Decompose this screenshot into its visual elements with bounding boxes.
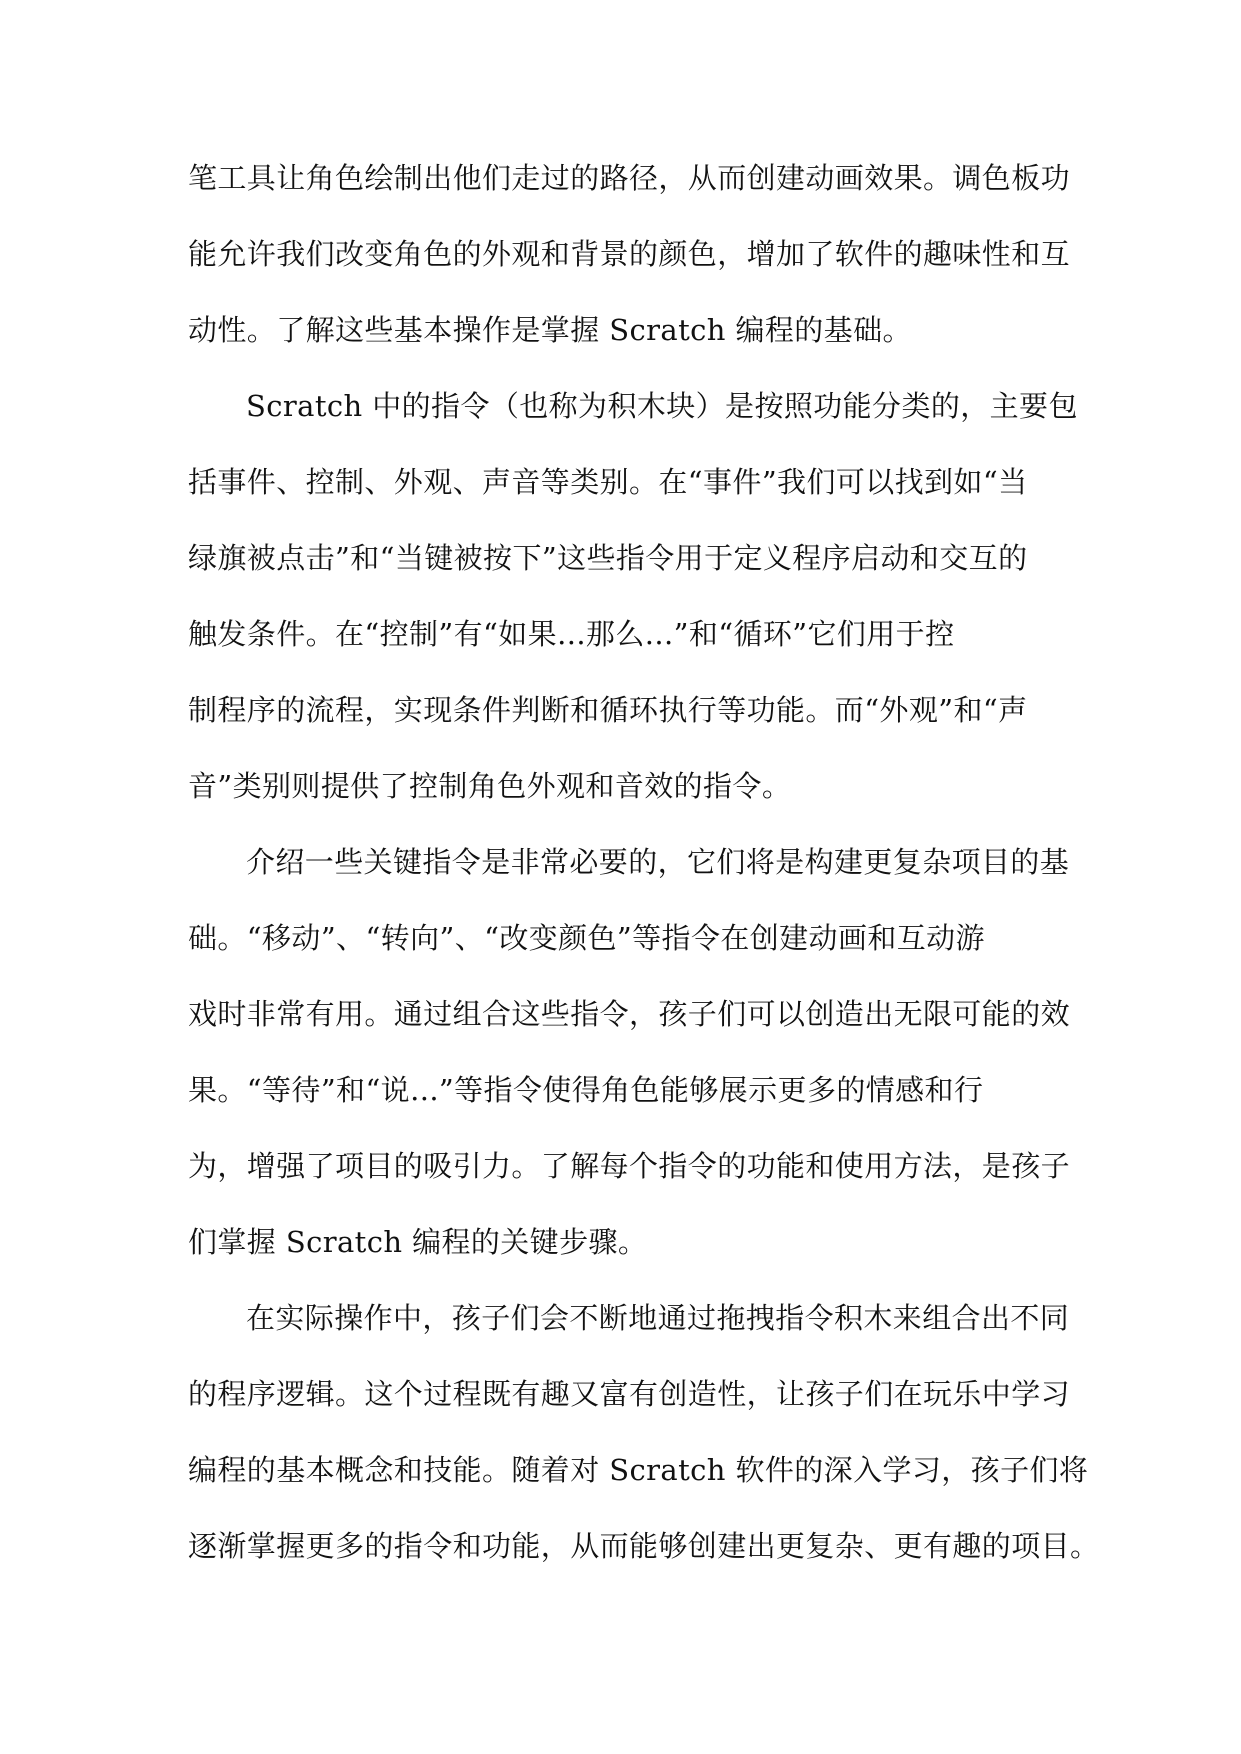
paragraph-first-line: 在实际操作中，孩子们会不断地通过拖拽指令积木来组合出不同 [246,1301,1070,1335]
text-line: 能允许我们改变角色的外观和背景的颜色，增加了软件的趣味性和互 [188,237,1071,271]
paragraph-first-line: 介绍一些关键指令是非常必要的，它们将是构建更复杂项目的基 [246,845,1070,879]
text-line: 笔工具让角色绘制出他们走过的路径，从而创建动画效果。调色板功 [188,161,1071,195]
text-line: 音”类别则提供了控制角色外观和音效的指令。 [188,769,792,803]
paragraph-first-line: Scratch 中的指令（也称为积木块）是按照功能分类的，主要包 [246,389,1078,423]
text-line: 戏时非常有用。通过组合这些指令，孩子们可以创造出无限可能的效 [188,997,1071,1031]
text-line: 为，增强了项目的吸引力。了解每个指令的功能和使用方法，是孩子 [188,1149,1071,1183]
text-line: 制程序的流程，实现条件判断和循环执行等功能。而“外观”和“声 [188,693,1028,727]
text-line: 果。“等待”和“说...”等指令使得角色能够展示更多的情感和行 [188,1073,984,1107]
text-line: 逐渐掌握更多的指令和功能，从而能够创建出更复杂、更有趣的项目。 [188,1529,1100,1563]
text-line: 括事件、控制、外观、声音等类别。在“事件”我们可以找到如“当 [188,465,1028,499]
document-body [188,140,1100,1584]
text-line: 动性。了解这些基本操作是掌握 Scratch 编程的基础。 [188,313,912,347]
text-line: 编程的基本概念和技能。随着对 Scratch 软件的深入学习，孩子们将 [188,1453,1089,1487]
text-line: 们掌握 Scratch 编程的关键步骤。 [188,1225,648,1259]
text-line: 的程序逻辑。这个过程既有趣又富有创造性，让孩子们在玩乐中学习 [188,1377,1071,1411]
text-line: 绿旗被点击”和“当键被按下”这些指令用于定义程序启动和交互的 [188,541,1028,575]
text-line: 础。“移动”、“转向”、“改变颜色”等指令在创建动画和互动游 [188,921,985,955]
text-line: 触发条件。在“控制”有“如果...那么...”和“循环”它们用于控 [188,617,955,651]
